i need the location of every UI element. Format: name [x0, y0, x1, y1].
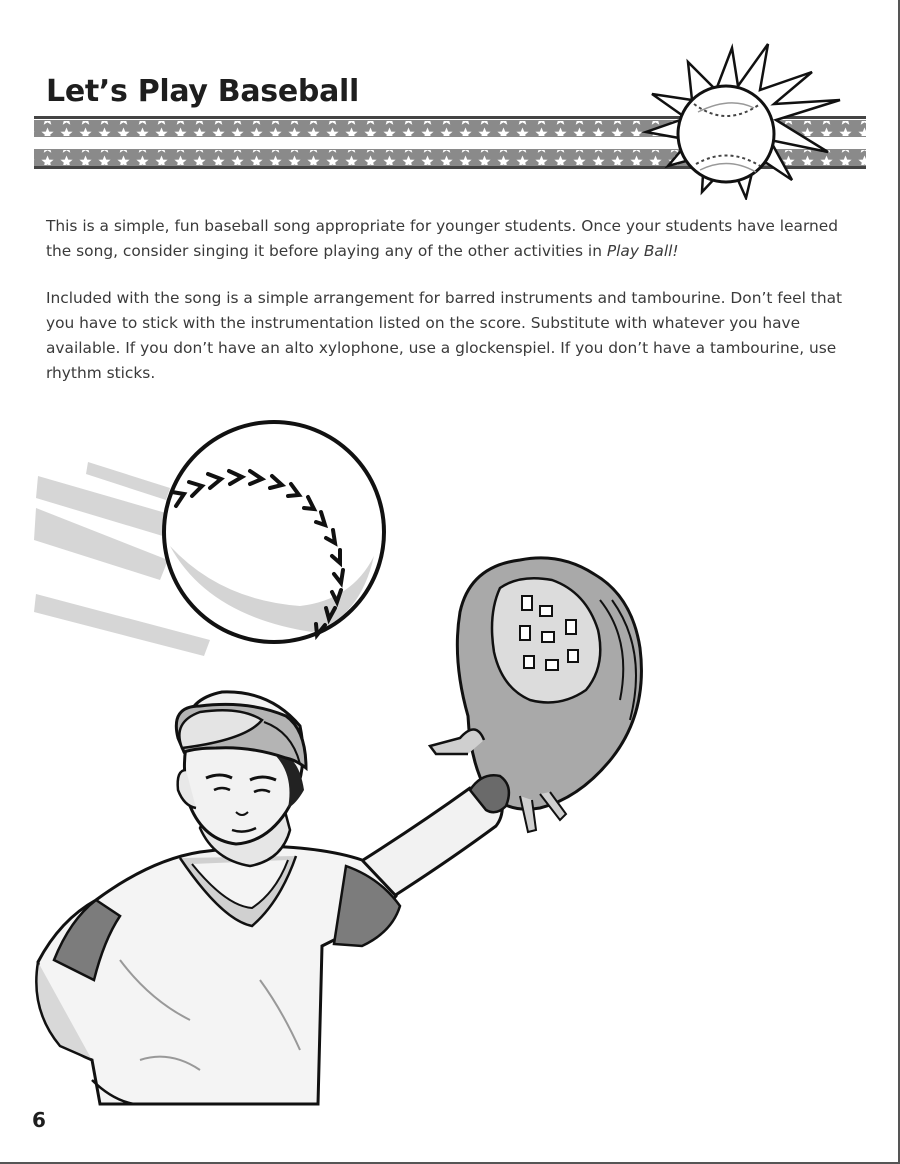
intro-paragraph [46, 214, 866, 264]
baseball-icon [678, 86, 774, 182]
baseball-cap-icon [176, 704, 306, 768]
body-text [46, 214, 866, 408]
baseball-glove-icon [430, 558, 641, 832]
intro-text: This is a simple, fun baseball song appropriate for younger students. Once your students have learned the song, consider singing it before playing any of the other activities in [46, 217, 839, 260]
player-arm [360, 775, 509, 896]
star-banner [0, 0, 900, 200]
instrumentation-paragraph: Included with the song is a simple arrangement for barred instruments and tambourine. Don’t feel that you have to stick with the instrumentation listed on the score. Substitute with whatever you have available. If you don’t have an alto xylophone, use a glockenspiel. If you don’t have a tambourine, use rhythm sticks. [46, 289, 843, 382]
player-head [178, 692, 304, 844]
speed-lines [34, 462, 210, 656]
page-number: 6 [32, 1108, 46, 1132]
flying-baseball-icon [164, 422, 384, 642]
player-body [36, 846, 400, 1104]
page-header [0, 0, 900, 200]
page-title: Let’s Play Baseball [46, 74, 359, 109]
player-neck [200, 800, 290, 866]
book-title: Play Ball! [606, 242, 679, 260]
